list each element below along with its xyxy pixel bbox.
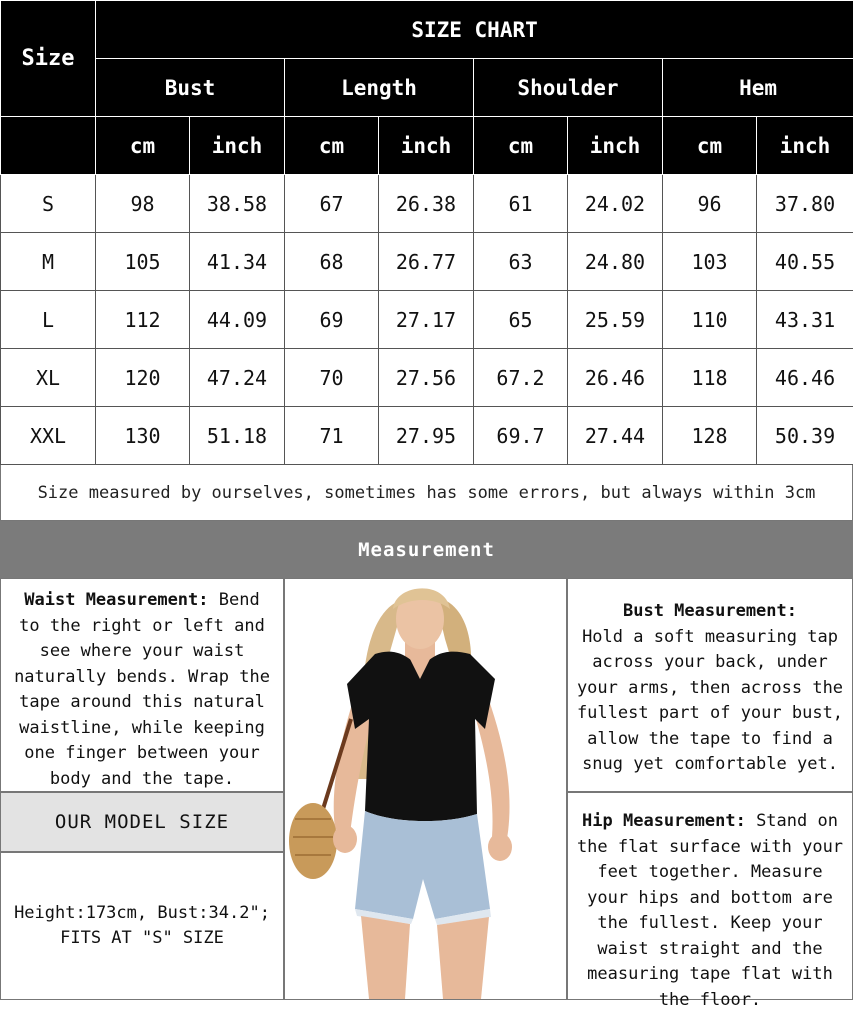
value-cell: 96 [663,175,757,233]
unit-header: cm [285,117,379,175]
unit-header: inch [190,117,285,175]
value-cell: 46.46 [757,349,853,407]
value-cell: 69 [285,291,379,349]
value-cell: 130 [96,407,190,465]
value-cell: 105 [96,233,190,291]
bust-measurement-panel [567,578,853,792]
value-cell: 43.31 [757,291,853,349]
size-cell: XL [1,349,96,407]
size-cell: L [1,291,96,349]
waist-measurement-panel [0,578,284,792]
value-cell: 51.18 [190,407,285,465]
value-cell: 47.24 [190,349,285,407]
value-cell: 128 [663,407,757,465]
value-cell: 25.59 [568,291,663,349]
group-hem: Hem [663,59,853,117]
value-cell: 27.56 [379,349,474,407]
value-cell: 67 [285,175,379,233]
table-row [1,407,853,465]
value-cell: 37.80 [757,175,853,233]
value-cell: 71 [285,407,379,465]
table-row [1,175,853,233]
size-cell: S [1,175,96,233]
value-cell: 68 [285,233,379,291]
model-size-title: OUR MODEL SIZE [0,792,284,852]
unit-header: cm [96,117,190,175]
value-cell: 26.38 [379,175,474,233]
group-bust: Bust [96,59,285,117]
value-cell: 110 [663,291,757,349]
unit-header: inch [379,117,474,175]
value-cell: 67.2 [474,349,568,407]
value-cell: 98 [96,175,190,233]
value-cell: 65 [474,291,568,349]
measurement-note: Size measured by ourselves, sometimes has some errors, but always within 3cm [0,465,853,521]
model-size-text: Height:173cm, Bust:34.2"; FITS AT "S" SIZE [9,901,275,952]
value-cell: 61 [474,175,568,233]
size-cell: M [1,233,96,291]
value-cell: 118 [663,349,757,407]
value-cell: 103 [663,233,757,291]
model-size-panel [0,852,284,1000]
value-cell: 26.77 [379,233,474,291]
value-cell: 70 [285,349,379,407]
bust-text: Hold a soft measuring tap across your back, under your arms, then across the fullest part of your bust, allow the tape to find a snug yet comfortable yet. [577,627,843,775]
table-row [1,349,853,407]
waist-label: Waist Measurement: [24,590,208,610]
unit-spacer [1,117,96,175]
model-illustration [285,579,566,999]
bust-label: Bust Measurement: [623,601,797,621]
value-cell: 27.95 [379,407,474,465]
unit-header: cm [663,117,757,175]
value-cell: 26.46 [568,349,663,407]
measurement-title: Measurement [0,521,853,578]
value-cell: 44.09 [190,291,285,349]
unit-header: cm [474,117,568,175]
value-cell: 24.02 [568,175,663,233]
size-cell: XXL [1,407,96,465]
unit-header: inch [757,117,853,175]
hip-measurement-panel [567,792,853,1000]
unit-header: inch [568,117,663,175]
table-row [1,291,853,349]
value-cell: 69.7 [474,407,568,465]
waist-text: Bend to the right or left and see where your waist naturally bends. Wrap the tape around this natural waistline, while keeping one finger between your body and the tape. [14,590,270,789]
hip-label: Hip Measurement: [582,811,746,831]
size-chart-table [0,0,853,465]
value-cell: 63 [474,233,568,291]
value-cell: 40.55 [757,233,853,291]
hip-text: Stand on the flat surface with your feet together. Measure your hips and bottom are the fullest. Keep your waist straight and the measuring tape flat with the floor. [577,811,843,1010]
value-cell: 27.17 [379,291,474,349]
size-header: Size [1,1,96,117]
value-cell: 120 [96,349,190,407]
value-cell: 112 [96,291,190,349]
chart-title: SIZE CHART [96,1,853,59]
value-cell: 24.80 [568,233,663,291]
group-shoulder: Shoulder [474,59,663,117]
value-cell: 27.44 [568,407,663,465]
value-cell: 38.58 [190,175,285,233]
value-cell: 50.39 [757,407,853,465]
value-cell: 41.34 [190,233,285,291]
model-photo [284,578,567,1000]
table-row [1,233,853,291]
group-length: Length [285,59,474,117]
